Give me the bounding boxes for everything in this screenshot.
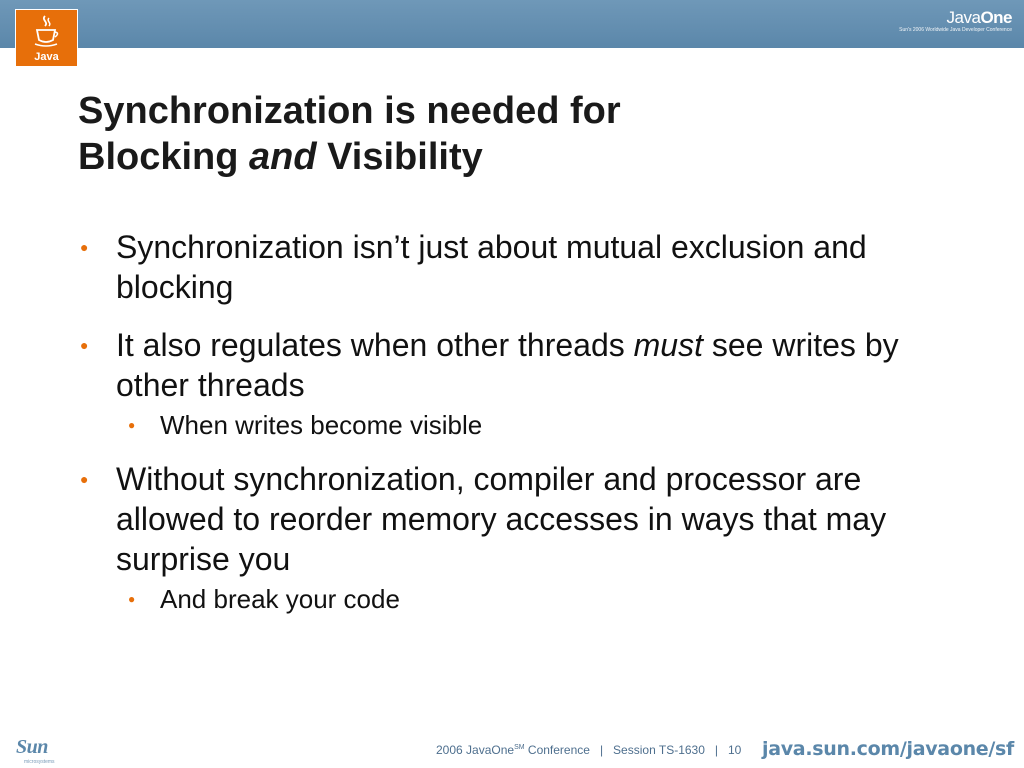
footer-conference-text: 2006 JavaOne℠ Conference | Session TS-1630 | 10 — [436, 743, 742, 757]
bullet-text: It also regulates when other threads must see writes by other threads — [116, 327, 899, 403]
sub-bullet-item — [116, 409, 972, 441]
javaone-tagline: Sun's 2006 Worldwide Java Developer Conference — [899, 27, 1012, 33]
javaone-wordmark: JavaOne — [946, 8, 1012, 27]
bullet-item — [72, 227, 972, 307]
sun-logo — [16, 736, 55, 765]
sun-tagline: microsystems — [24, 759, 55, 765]
sub-bullet-item — [116, 583, 972, 615]
javaone-logo — [899, 9, 1012, 34]
sub-bullet-list — [116, 409, 972, 441]
bullet-icon: ● — [80, 337, 89, 353]
bullet-icon: ● — [80, 239, 89, 255]
bullet-icon: ● — [80, 471, 89, 487]
java-logo — [16, 10, 77, 66]
sub-bullet-icon: ● — [128, 418, 136, 432]
coffee-cup-icon — [33, 14, 61, 48]
sub-bullet-list — [116, 583, 972, 615]
top-banner — [0, 0, 1024, 48]
bullet-text: Synchronization isn’t just about mutual exclusion and blocking — [116, 229, 867, 305]
java-logo-text: Java — [34, 51, 59, 63]
sub-bullet-text: When writes become visible — [160, 410, 483, 440]
slide-title: Synchronization is needed for Blocking and Visibility — [78, 90, 621, 178]
footer-url: java.sun.com/javaone/sf — [761, 738, 1014, 760]
bullet-item — [72, 325, 972, 441]
sun-wordmark: Sun — [16, 736, 48, 758]
bullet-item — [72, 459, 972, 615]
sub-bullet-text: And break your code — [160, 584, 400, 614]
sub-bullet-icon: ● — [128, 592, 136, 606]
bullet-text: Without synchronization, compiler and processor are allowed to reorder memory accesses in ways that may surprise you — [116, 461, 887, 577]
bullet-list — [72, 227, 972, 633]
